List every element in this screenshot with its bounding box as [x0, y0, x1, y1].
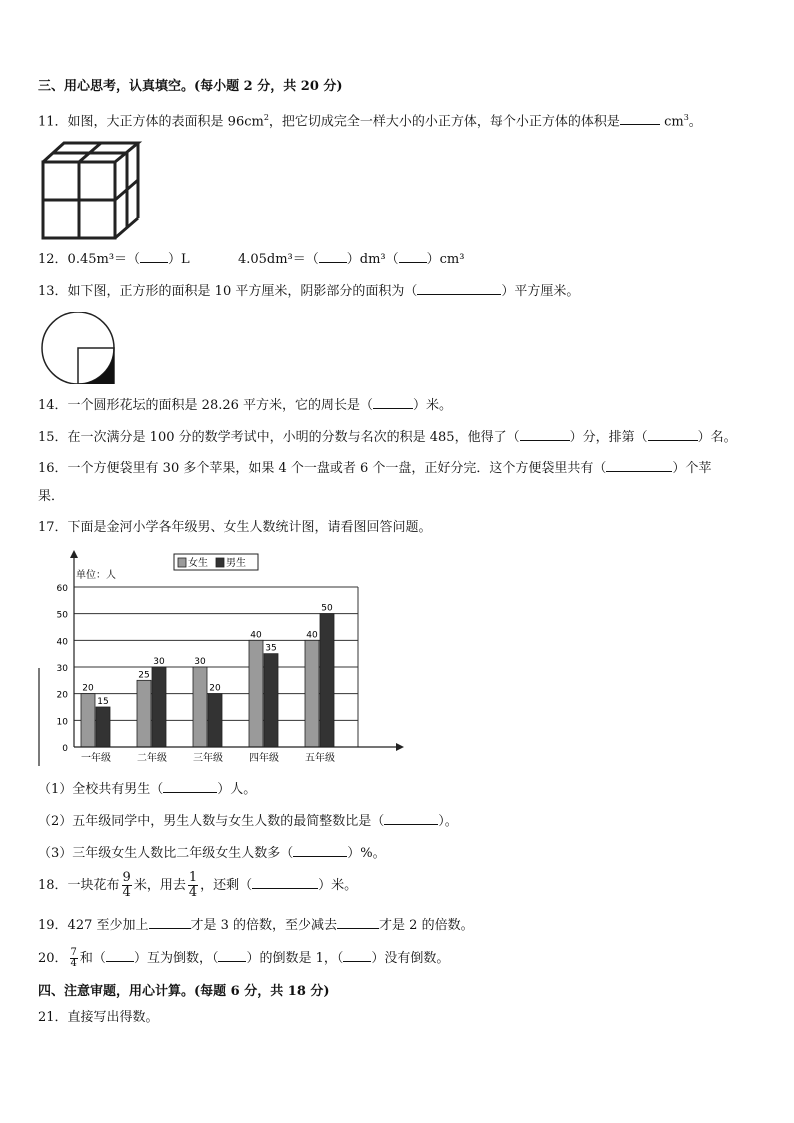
q17-sub1-blank[interactable]	[163, 778, 217, 793]
q20-blank-1[interactable]	[106, 947, 134, 962]
bar-value-label: 20	[82, 683, 94, 694]
fraction-9-4: $\frac{9}{4}$	[122, 870, 131, 900]
bar-boys-3	[208, 694, 222, 747]
x-category-label: 一年级	[81, 753, 111, 764]
y-tick-label: 60	[56, 584, 68, 594]
q13: 13．如下图，正方形的面积是 10 平方厘米，阴影部分的面积为（ ）平方厘米。	[38, 280, 579, 302]
chart-legend	[174, 554, 258, 570]
q12-blank-1[interactable]	[140, 248, 168, 263]
bar-value-label: 50	[321, 603, 333, 614]
q12: 12．0.45m³＝（ ）L 4.05dm³＝（ ）dm³（ ）cm³	[38, 248, 464, 270]
bar-value-label: 30	[153, 657, 165, 667]
q19-blank-1[interactable]	[149, 914, 191, 929]
q15-blank-score[interactable]	[520, 426, 570, 441]
bar-boys-4	[264, 654, 278, 747]
q17-sub1: （1）全校共有男生（ ）人。	[38, 778, 256, 800]
q18-blank[interactable]	[252, 874, 318, 889]
bar-boys-1	[96, 707, 110, 747]
bar-value-label: 40	[306, 630, 318, 641]
q19: 19．427 至少加上 才是 3 的倍数，至少减去 才是 2 的倍数。	[38, 914, 474, 936]
x-category-label: 三年级	[193, 753, 223, 764]
y-tick-label: 50	[56, 610, 68, 621]
chart-bars	[81, 604, 334, 747]
y-axis-arrow	[70, 550, 78, 558]
q17: 17．下面是金河小学各年级男、女生人数统计图，请看图回答问题。	[38, 520, 432, 535]
q17-sub3-blank[interactable]	[293, 842, 347, 857]
legend-label-boys: 男生	[226, 558, 246, 569]
chart-unit-label: 单位：人	[76, 570, 116, 581]
grade-gender-bar-chart	[36, 548, 406, 770]
q17-sub2-blank[interactable]	[384, 810, 438, 825]
x-category-label: 四年级	[249, 753, 279, 764]
q20: 20． $\frac{7}{4}$ 和（ ）互为倒数，（ ）的倒数是 1，（ ）没有倒数。	[38, 947, 450, 969]
q12-blank-2[interactable]	[319, 248, 347, 263]
legend-swatch-boys	[216, 558, 224, 567]
q15-blank-rank[interactable]	[648, 426, 698, 441]
bar-girls-2	[137, 680, 151, 747]
x-category-label: 五年级	[305, 753, 335, 764]
q12-blank-3[interactable]	[399, 248, 427, 263]
bar-value-label: 30	[194, 657, 206, 667]
bar-girls-3	[193, 667, 207, 747]
q16-blank[interactable]	[606, 457, 672, 472]
x-category-labels	[81, 751, 335, 764]
x-axis-arrow	[396, 743, 404, 751]
q11-answer-blank[interactable]	[620, 110, 660, 125]
bar-value-label: 25	[138, 670, 150, 681]
legend-swatch-girls	[178, 558, 186, 567]
legend-label-girls: 女生	[188, 558, 208, 569]
bar-girls-4	[249, 640, 263, 747]
y-tick-label: 0	[62, 744, 68, 754]
y-tick-label: 10	[56, 717, 68, 728]
q15: 15．在一次满分是 100 分的数学考试中，小明的分数与名次的积是 485，他得了（ ）分，排第（ ）名。	[38, 426, 737, 448]
bar-value-label: 40	[250, 630, 262, 641]
q14-blank[interactable]	[373, 394, 413, 409]
circle-square-figure	[40, 312, 118, 384]
y-tick-label: 30	[56, 664, 68, 674]
section3-title: 三、用心思考，认真填空。(每小题 2 分，共 20 分)	[38, 79, 343, 94]
bar-girls-5	[305, 640, 319, 747]
bar-girls-1	[81, 694, 95, 747]
y-tick-labels	[57, 584, 69, 754]
q20-blank-2[interactable]	[218, 947, 246, 962]
bar-value-label: 15	[97, 697, 109, 707]
bar-boys-5	[320, 614, 334, 747]
cube-figure	[40, 140, 144, 242]
bar-value-label: 20	[209, 683, 221, 694]
fraction-7-4: $\frac{7}{4}$	[70, 947, 77, 969]
x-category-label: 二年级	[137, 753, 167, 764]
y-tick-label: 40	[56, 637, 68, 648]
q17-sub3: （3）三年级女生人数比二年级女生人数多（ ）%。	[38, 842, 386, 864]
y-tick-label: 20	[56, 690, 68, 701]
section4-title: 四、注意审题，用心计算。(每题 6 分，共 18 分)	[38, 984, 330, 999]
q21: 21．直接写出得数。	[38, 1010, 159, 1025]
q11: 11．如图，大正方体的表面积是 $96cm^2$，把它切成完全一样大小的小正方体，每个小正方体的体积是 $cm^3$。	[38, 108, 702, 132]
bar-boys-2	[152, 667, 166, 747]
q13-blank[interactable]	[417, 280, 501, 295]
q17-sub2: （2）五年级同学中，男生人数与女生人数的最简整数比是（ ）。	[38, 810, 458, 832]
q19-blank-2[interactable]	[337, 914, 379, 929]
q18: 18．一块花布 $\frac{9}{4}$ 米，用去 $\frac{1}{4}$ ，还剩（ ）米。	[38, 870, 358, 900]
q20-blank-3[interactable]	[343, 947, 371, 962]
q16: 16．一个方便袋里有 30 多个苹果，如果 4 个一盘或者 6 个一盘，正好分完．这个方便袋里共有（ ）个苹	[38, 457, 711, 479]
bar-value-label: 35	[265, 643, 277, 654]
q16-continued: 果．	[38, 489, 65, 504]
q14: 14．一个圆形花坛的面积是 28.26 平方米，它的周长是（ ）米。	[38, 394, 452, 416]
fraction-1-4: $\frac{1}{4}$	[188, 870, 198, 900]
